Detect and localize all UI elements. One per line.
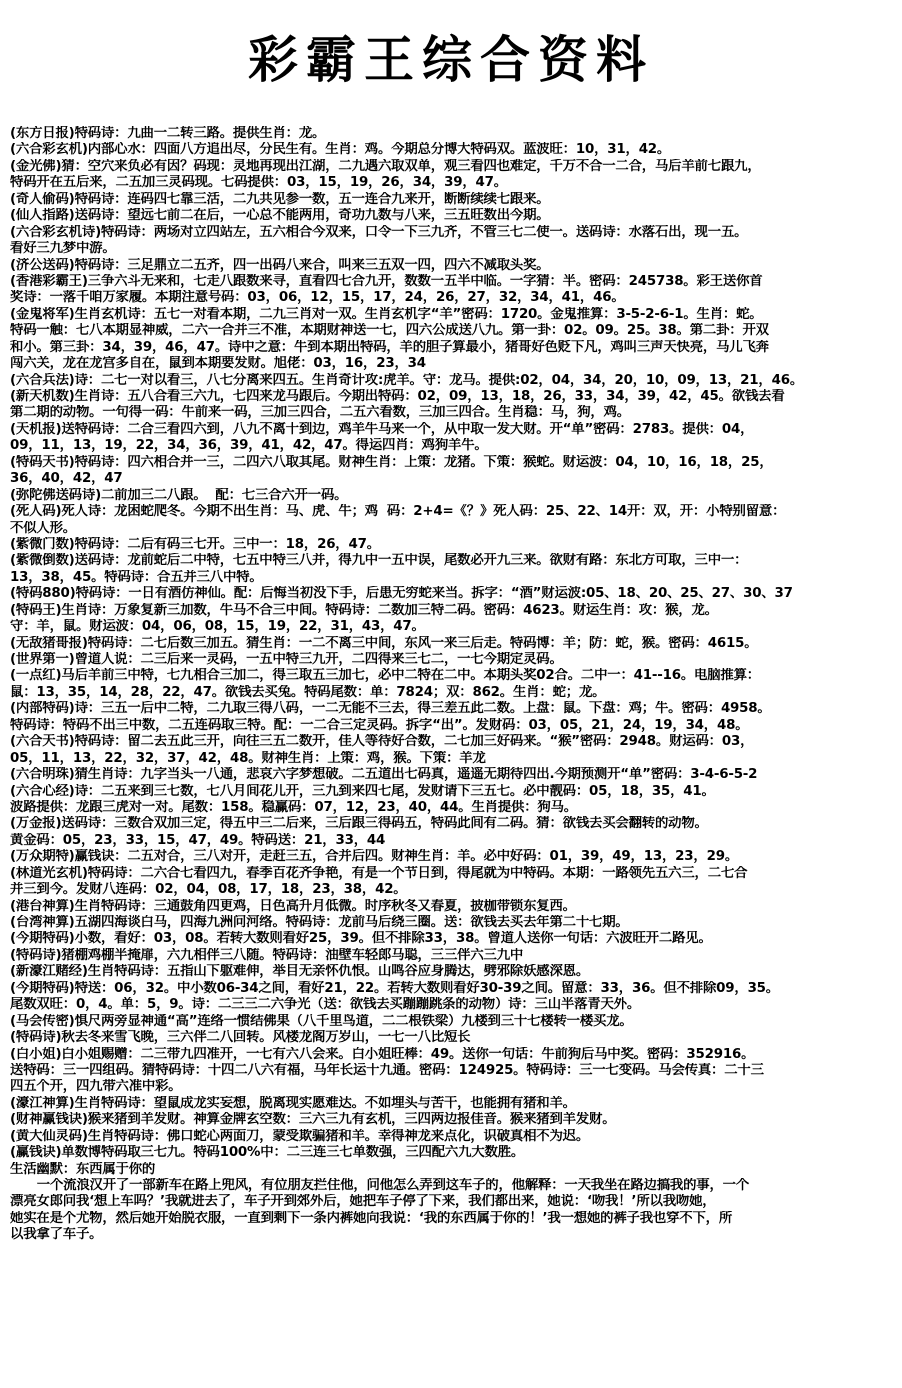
- text-line: (白小姐)白小姐赐赠：二三带九四准开，一七有六八会来。白小姐旺棒：49。送你一句话：牛前狗后马中奖。密码：352916。: [10, 1046, 755, 1062]
- text-line: (六合明珠)猜生肖诗：九字当头一八通，悲哀六字梦想破。二五道出七码真，遥遥无期待四出.今期预测开“单”密码：3-4-6-5-2: [10, 767, 758, 783]
- text-line: 第二期的动物。一句得一码：牛前来一码，三加三四合，二五六看数，三加三四合。生肖稳：马，狗，鸡。: [10, 405, 630, 421]
- text-line: 她实在是个尤物，然后她开始脱衣服，一直到剩下一条内裤她向我说：‘我的东西属于你的！’我一想她的裤子我也穿不下，所: [10, 1210, 733, 1226]
- text-line: (紫微门数)特码诗：二后有码三七开。三中一：18，26，47。: [10, 536, 380, 552]
- text-line: 13，38，45。特码诗：合五并三八中特。: [10, 569, 263, 585]
- text-line: 黄金码：05，23，33，15，47，49。特码送：21，33，44: [10, 832, 386, 848]
- text-line: (特码天书)特码诗：四六相合并一三，二四六八取其尾。财神生肖：上策：龙猪。下策：猴蛇。财运波：04，10，16，18，25，: [10, 454, 773, 470]
- text-line: (紫微倒数)送码诗：龙前蛇后二中特，七五中特三八并，得九中一五中误，尾数必开九三来。欲财有路：东北方可取，三中一：: [10, 553, 748, 569]
- text-line: (六合兵法)诗：二七一对以看三，八七分离来四五。生肖奇计攻:虎羊。守：龙马。提供:02，04，34，20，10，09，13，21，46。: [10, 372, 804, 388]
- text-line: 并三到今。发财八连码：02，04，08，17，18，23，38，42。: [10, 882, 407, 898]
- text-line: 鼠：13，35，14，28，22，47。欲钱去买兔。特码尾数：单：7824；双：862。生肖：蛇；龙。: [10, 684, 606, 700]
- text-line: 和小。第三卦：34，39，46，47。诗中之意：牛到本期出特码，羊的胆子算最小，猪哥好色贬下凡，鸡叫三声天快亮，马儿飞奔: [10, 339, 769, 355]
- text-line: (弥陀佛送码诗)二前加三二八跟。 配：七三合六开一码。: [10, 487, 348, 503]
- text-line: 不似人形。: [10, 520, 76, 536]
- text-line: (世界第一)曾道人说：二三后来一灵码，一五中特三九开，二四得来三七二，一七今期定灵码。: [10, 652, 563, 667]
- text-line: (万金报)送码诗：三数合双加三定，得五中三二后来，三后跟三得码五，特码此间有二码。猜：欲钱去买会翻转的动物。: [10, 816, 708, 832]
- text-line: (六合彩玄机诗)特码诗：两场对立四站左，五六相合今双来，口令一下三九齐，不管三七二使一。送码诗：水落石出，现一五。: [10, 224, 748, 240]
- text-line: (特码880)特码诗：一日有酒仿神仙。配：后悔当初没下手，后患无穷蛇来当。拆字：“酒”财运波:05、18、20、25、27、30、37: [10, 586, 793, 602]
- text-line: (金光佛)猜：空穴来负必有因？码现：灵地再现出江湖，二九遇六取双单，观三看四也难定，千万不合一二合，马后羊前七跟九，: [10, 158, 761, 174]
- text-line: (台湾神算)五湖四海谈白马，四海九洲问河络。特码诗：龙前马后绕三圈。送：欲钱去买去年第二十七期。: [10, 915, 629, 930]
- text-line: (无敌猪哥报)特码诗：二七后数三加五。猜生肖：一二不离三中间，东风一来三后走。特码博：羊；防：蛇，猴。密码：4615。: [10, 635, 758, 651]
- text-line: (六合天书)特码诗：留二去五此三开，向往三五二数开，佳人等待好合数，二七加三好码来。“猴”密码：2948。财运码：03，: [10, 734, 754, 750]
- text-line: 四五个开，四九带六准中彩。: [10, 1079, 182, 1095]
- text-line: (东方日报)特码诗：九曲一二转三路。提供生肖：龙。: [10, 126, 326, 141]
- text-line: 守：羊，鼠。财运波：04，06，08，15，19，22，31，43，47。: [10, 619, 425, 635]
- text-line: (新天机数)生肖诗：五八合看三六九，七四来龙马跟后。今期出特码：02，09，13，18，26，33，34，39，42，45。欲钱去看: [10, 389, 785, 404]
- text-line: (天机报)送特码诗：二合三看四六到，八九不离十到边，鸡羊牛马来一个，从中取一发大财。开“单”密码：2783。提供：04，: [10, 421, 754, 437]
- text-line: 波路提供：龙跟三虎对一对。尾数：158。稳赢码：07，12，23，40，44。生肖提供：狗马。: [10, 799, 578, 815]
- text-line: 闯六关，龙在龙宫多自在，鼠到本期要发财。旭佬：03，16，23，34: [10, 356, 426, 372]
- text-line: (特码诗)猪棚鸡棚半掩扉，六九相伴三八随。特码诗：油壁车轻郎马聪，三三伴六三九中: [10, 947, 524, 963]
- text-line: (香港彩霸王)三争六斗无来和，七走八跟数来寻，直看四七合九开，数数一五半中临。一字猜：半。密码：245738。彩王送你首: [10, 273, 763, 289]
- text-line: (一点红)马后羊前三中特，七九相合三加二，得三取五三加七，必中二特在二中。本期头奖02合。二中一：41--16。电脑推算：: [10, 668, 760, 684]
- text-line: 特码诗：特码不出三中数，二五连码取三特。配：一二合三定灵码。拆字“出”。发财码：03，05，21，24，19，34，48。: [10, 717, 749, 733]
- text-line: 特码一触：七八本期显神威，二六一合并三不准，本期财神送一七，四六公成送八九。第一卦：02。09。25。38。第二卦：开双: [10, 323, 769, 339]
- text-line: (金鬼将军)生肖玄机诗：五七一对看本期，二九三肖对一双。生肖玄机字“羊”密码：1720。金鬼推算：3-5-2-6-1。生肖：蛇。: [10, 306, 763, 322]
- text-line: 尾数双旺：0，4。单：5，9。诗：二三三二六争光（送：欲钱去买蹦蹦跳条的动物）诗：三山半落青天外。: [10, 997, 641, 1013]
- text-line: (万众期特)赢钱诀：二五对合，三八对开，走赶三五，合并后四。财神生肖：羊。必中好码：01，39，49，13，23，29。: [10, 849, 739, 865]
- text-line: (死人码)死人诗：龙困蛇爬冬。今期不出生肖：马、虎、牛；鸡 码：2+4=《？》死人码：25、22、14开：双，开：小特别留意：: [10, 504, 786, 520]
- text-line: 09，11，13，19，22，34，36，39，41，42，47。得运四肖：鸡狗羊牛。: [10, 438, 488, 454]
- page-title: 彩霸王综合资料: [248, 30, 654, 89]
- text-line: (林道光玄机)特码诗：二六合七看四九，春季百花齐争艳，有是一个节日到，得尾就为中特码。本期：一路领先五六三，二七合: [10, 865, 748, 881]
- text-line: (濠江神算)生肖特码诗：望鼠成龙实妄想，脱离现实愿难达。不如埋头与苦干，也能拥有猪和羊。: [10, 1095, 576, 1111]
- text-line: (财神赢钱诀)猴来猪到羊发财。神算金牌玄空数：三六三九有玄机，三四两边报佳音。猴来猪到羊发财。: [10, 1112, 616, 1128]
- text-line: (赢钱诀)单数博特码取三七九。特码100%中：二三连三七单数强，三四配六九大数胜。: [10, 1145, 525, 1161]
- text-line: (奇人偷码)特码诗：连码四七靠三活，二九共见参一数，五一连合九来开，断断续续七跟来。: [10, 191, 550, 207]
- text-line: 一个流浪汉开了一部新车在路上兜风，有位朋友拦住他，问他怎么弄到这车子的，他解释：一天我坐在路边搞我的事，一个: [10, 1178, 750, 1193]
- text-line: (今期特码)特送：06，32。中小数06-34之间，看好21，22。若转大数则看好30-39之间。留意：33，36。但不排除09，35。: [10, 980, 779, 996]
- text-line: (黄大仙灵码)生肖特码诗：佛口蛇心两面刀，蒙受欺骗猪和羊。幸得神龙来点化，识破真相不为迟。: [10, 1128, 590, 1144]
- text-line: (马会传密)惧尺两旁显神通“高”连络一惯结佛果（八千里鸟道，二二根铁梁）九楼到三十七楼转一楼买龙。: [10, 1013, 633, 1029]
- text-line: 特码开在五后来，二五加三灵码现。七码提供：03，15，19，26，34，39，47。: [10, 175, 507, 191]
- text-line: (济公送码)特码诗：三足鼎立二五齐，四一出码八来合，叫来三五双一四，四六不减取头奖。: [10, 257, 550, 273]
- text-line: (六合彩玄机)内部心水：四面八方追出尽，分民生有。生肖：鸡。今期总分博大特码双。蓝波旺：10，31，42。: [10, 142, 671, 158]
- text-line: 奖诗：一落千咱万家履。本期注意号码：03，06，12，15，17，24，26，27，32，34，41，46。: [10, 290, 625, 306]
- text-line: (今期特码)小数，看好：03，08。若转大数则看好25，39。但不排除33，38。曾道人送你一句话：六波旺开二路见。: [10, 931, 712, 947]
- text-line: (特码诗)秋去冬来雪飞晚，三六伴二八回转。风楼龙阁万岁山，一七一八比短长: [10, 1030, 471, 1046]
- text-line: (新濠江赌经)生肖特码诗：五指山下躯难伸，举目无亲怀仇恨。山鸣谷应身腾达，劈邪除妖感深恩。: [10, 964, 590, 980]
- text-line: (仙人指路)送码诗：望远七前二在后，一心总不能两用，奇功九数与八来，三五旺数出今期。: [10, 208, 550, 224]
- text-line: 以我拿了车子。: [10, 1227, 103, 1243]
- text-line: 看好三九梦中游。: [10, 241, 116, 257]
- text-line: (内部特码)诗：三五一后中二特，二九取三得八码，一二无能不三去，得三差五此二数。上盘：鼠。下盘：鸡；牛。密码：4958。: [10, 701, 771, 717]
- text-line: 漂亮女郎问我‘想上车吗？’我就进去了，车子开到郊外后，她把车子停了下来，我们都出来，她说：‘吻我！’所以我吻她，: [10, 1194, 716, 1210]
- text-line: 送特码：三一四组码。猜特码诗：十四二八六有福，马年长运十九通。密码：124925。特码诗：三一七变码。马会传真：二十三: [10, 1062, 764, 1078]
- text-line: 生活幽默：东西属于你的: [10, 1161, 156, 1177]
- text-line: 36，40，42，47: [10, 471, 123, 487]
- text-line: (特码王)生肖诗：万象复新三加数，牛马不合三中间。特码诗：二数加三特二码。密码：4623。财运生肖：攻：猴，龙。: [10, 602, 718, 618]
- text-line: 05，11，13，22，32，37，42，48。财神生肖：上策：鸡，猴。下策：羊龙: [10, 750, 486, 766]
- text-line: (六合心经)诗：二五来到三七数，七八月间花儿开，三九到来四七尾，发财请下三五七。必中靓码：05，18，35，41。: [10, 783, 715, 799]
- document-body: [10, 126, 894, 1244]
- text-line: (港台神算)生肖特码诗：三通鼓角四更鸡，日色高升月低微。时序秋冬又春夏，披枷带锁东复西。: [10, 898, 576, 914]
